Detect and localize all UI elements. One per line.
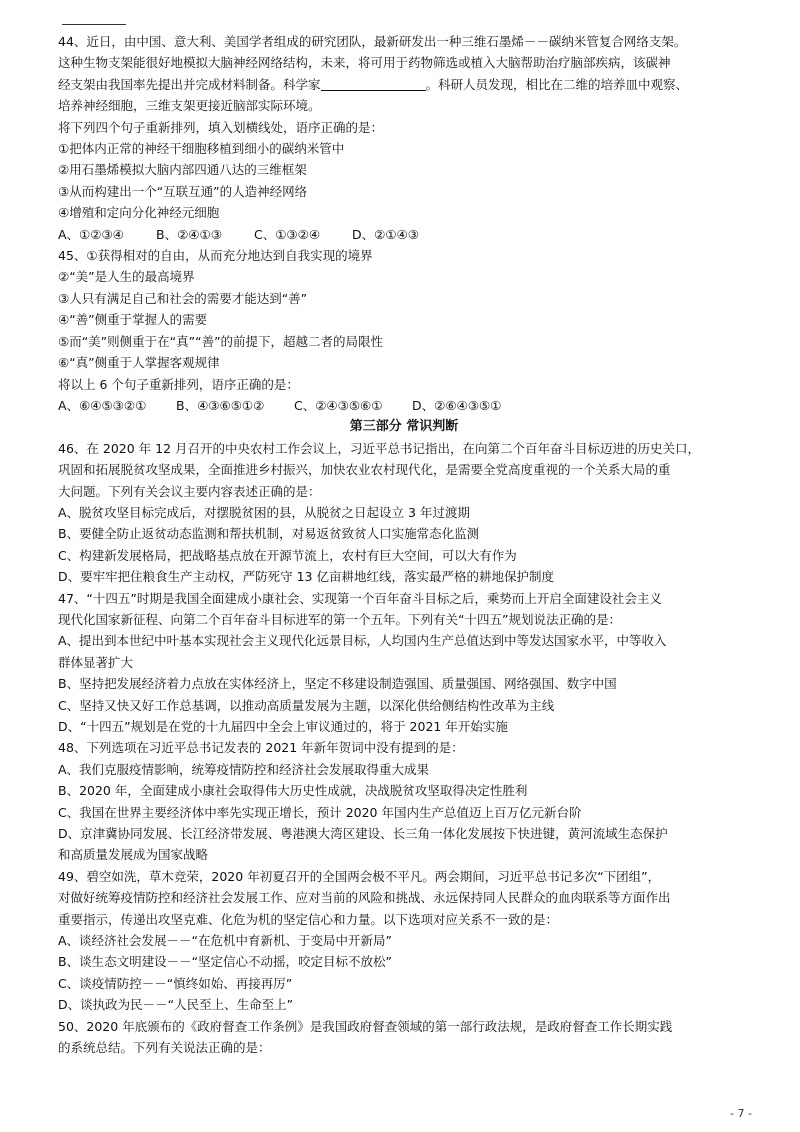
q46-stem-line-3: 大问题。下列有关会议主要内容表述正确的是：: [58, 483, 321, 499]
q45-option-d: D、②⑥④③⑤①: [412, 397, 502, 413]
q48-option-d: D、京津冀协同发展、长江经济带发展、粤港澳大湾区建设、长三角一体化发展按下快进键，黄河流域生态保护: [58, 826, 668, 842]
q46-stem-line-1: 46、在 2020 年 12 月召开的中央农村工作会议上，习近平总书记指出，在向第二个百年奋斗目标迈进的历史关口，: [58, 440, 701, 456]
q47-option-d: D、“十四五”规划是在党的十九届四中全会上审议通过的，将于 2021 年开始实施: [58, 719, 508, 734]
q44-item-3: ③从而构建出一个“互联互通”的人造神经网络: [58, 183, 308, 199]
q46-option-a: A、脱贫攻坚目标完成后，对摆脱贫困的县，从脱贫之日起设立 3 年过渡期: [58, 504, 470, 520]
q48-option-b: B、2020 年，全面建成小康社会取得伟大历史性成就，决战脱贫攻坚取得决定性胜利: [58, 783, 528, 799]
q45-prompt: 将以上 6 个句子重新排列，语序正确的是：: [58, 376, 299, 392]
q48-option-c: C、我国在世界主要经济体中率先实现正增长，预计 2020 年国内生产总值迈上百万亿元新台阶: [58, 804, 582, 820]
q44-stem-line-4: 培养神经细胞，三维支架更接近脑部实际环境。: [58, 98, 321, 114]
q44-option-c: C、①③②④: [254, 226, 321, 242]
q49-stem-line-2: 对做好统筹疫情防控和经济社会发展工作、应对当前的风险和挑战、永远保持同人民群众的血肉联系等方面作出: [58, 890, 671, 906]
page-content: [58, 31, 750, 1059]
page-number: - 7 -: [730, 1107, 752, 1120]
q45-options: [58, 395, 750, 416]
q49-option-c: C、谈疫情防控－－“慎终如始、再接再厉”: [58, 975, 293, 991]
q44-stem-line-1: 44、近日，由中国、意大利、美国学者组成的研究团队，最新研发出一种三维石墨烯－－碳纳米管复合网络支架。: [58, 34, 687, 49]
q45-item-3: ③人只有满足自己和社会的需要才能达到“善”: [58, 290, 308, 306]
q50-stem-line-1: 50、2020 年底颁布的《政府督查工作条例》是我国政府督查领域的第一部行政法规，是政府督查工作长期实践: [58, 1018, 673, 1034]
q44-item-4: ④增殖和定向分化神经元细胞: [58, 205, 220, 221]
q44-item-2: ②用石墨烯模拟大脑内部四通八达的三维框架: [58, 162, 307, 178]
q46-stem-line-2: 巩固和拓展脱贫攻坚成果，全面推进乡村振兴，加快农业农村现代化，是需要全党高度重视的一个关系大局的重: [58, 462, 671, 478]
q45-option-c: C、②④③⑤⑥①: [294, 397, 383, 413]
q44-options: [58, 224, 750, 245]
q44-stem-line-2: 这种生物支架能很好地模拟大脑神经网络结构，未来，将可用于药物筛选或植入大脑帮助治疗脑部疾病，该碳神: [58, 55, 671, 71]
q49-stem-line-3: 重要指示，传递出攻坚克难、化危为机的坚定信心和力量。以下选项对应关系不一致的是：: [58, 911, 559, 927]
q49-option-a: A、谈经济社会发展－－“在危机中育新机、于变局中开新局”: [58, 933, 393, 949]
q44-option-a: A、①②③④: [58, 226, 124, 242]
q45-option-b: B、④③⑥⑤①②: [176, 397, 265, 413]
q44-option-b: B、②④①③: [156, 226, 222, 242]
q45-item-6: ⑥“真”侧重于人掌握客观规律: [58, 355, 220, 371]
q44-fill-blank: [321, 77, 426, 91]
q49-option-d: D、谈执政为民－－“人民至上、生命至上”: [58, 997, 294, 1013]
q44-text-after-blank: 。科研人员发现，相比在二维的培养皿中观察、: [425, 76, 689, 92]
q44-prompt: 将下列四个句子重新排列，填入划横线处，语序正确的是：: [58, 119, 384, 135]
q46-option-d: D、要牢牢把住粮食生产主动权，严防死守 13 亿亩耕地红线，落实最严格的耕地保护制度: [58, 569, 554, 585]
q45-item-5: ⑤而“美”则侧重于在“真”“善”的前提下，超越二者的局限性: [58, 333, 384, 349]
q44-text-before-blank: 经支架由我国率先提出并完成材料制备。科学家: [58, 76, 321, 92]
section-heading: 第三部分 常识判断: [349, 419, 459, 435]
q49-option-b: B、谈生态文明建设－－“坚定信心不动摇，咬定目标不放松”: [58, 954, 393, 970]
q44-stem-line-3: [58, 74, 750, 95]
q50-stem-line-2: 的系统总结。下列有关说法正确的是：: [58, 1040, 271, 1056]
q44-item-1: ①把体内正常的神经干细胞移植到细小的碳纳米管中: [58, 141, 345, 157]
q47-option-c: C、坚持又快又好工作总基调，以推动高质量发展为主题，以深化供给侧结构性改革为主线: [58, 697, 555, 713]
header-rule: [62, 24, 126, 25]
q47-stem-line-1: 47、“十四五”时期是我国全面建成小康社会、实现第一个百年奋斗目标之后，乘势而上开启全面建设社会主义: [58, 590, 662, 606]
q46-option-c: C、构建新发展格局，把战略基点放在开源节流上，农村有巨大空间，可以大有作为: [58, 547, 517, 563]
q44-option-d: D、②①④③: [352, 226, 419, 242]
q49-stem-line-1: 49、碧空如洗，草木竞荣，2020 年初夏召开的全国两会极不平凡。两会期间，习近平总书记多次“下团组”，: [58, 868, 661, 884]
q48-option-d-cont: 和高质量发展成为国家战略: [58, 847, 209, 863]
q45-item-1: 45、①获得相对的自由，从而充分地达到自我实现的境界: [58, 248, 373, 264]
q47-option-a: A、提出到本世纪中叶基本实现社会主义现代化远景目标，人均国内生产总值达到中等发达国家水平，中等收入: [58, 633, 667, 649]
q48-stem-line-1: 48、下列选项在习近平总书记发表的 2021 年新年贺词中没有提到的是：: [58, 740, 464, 756]
q47-stem-line-2: 现代化国家新征程、向第二个百年奋斗目标进军的第一个五年。下列有关“十四五”规划说法正确的是：: [58, 611, 621, 627]
q45-item-2: ②“美”是人生的最高境界: [58, 269, 195, 285]
q48-option-a: A、我们克服疫情影响，统筹疫情防控和经济社会发展取得重大成果: [58, 761, 430, 777]
q46-option-b: B、要健全防止返贫动态监测和帮扶机制，对易返贫致贫人口实施常态化监测: [58, 526, 480, 542]
q45-item-4: ④“善”侧重于掌握人的需要: [58, 312, 208, 328]
q45-option-a: A、⑥④⑤③②①: [58, 397, 147, 413]
q47-option-a-cont: 群体显著扩大: [58, 654, 134, 670]
q47-option-b: B、坚持把发展经济着力点放在实体经济上，坚定不移建设制造强国、质量强国、网络强国、数字中国: [58, 676, 617, 692]
